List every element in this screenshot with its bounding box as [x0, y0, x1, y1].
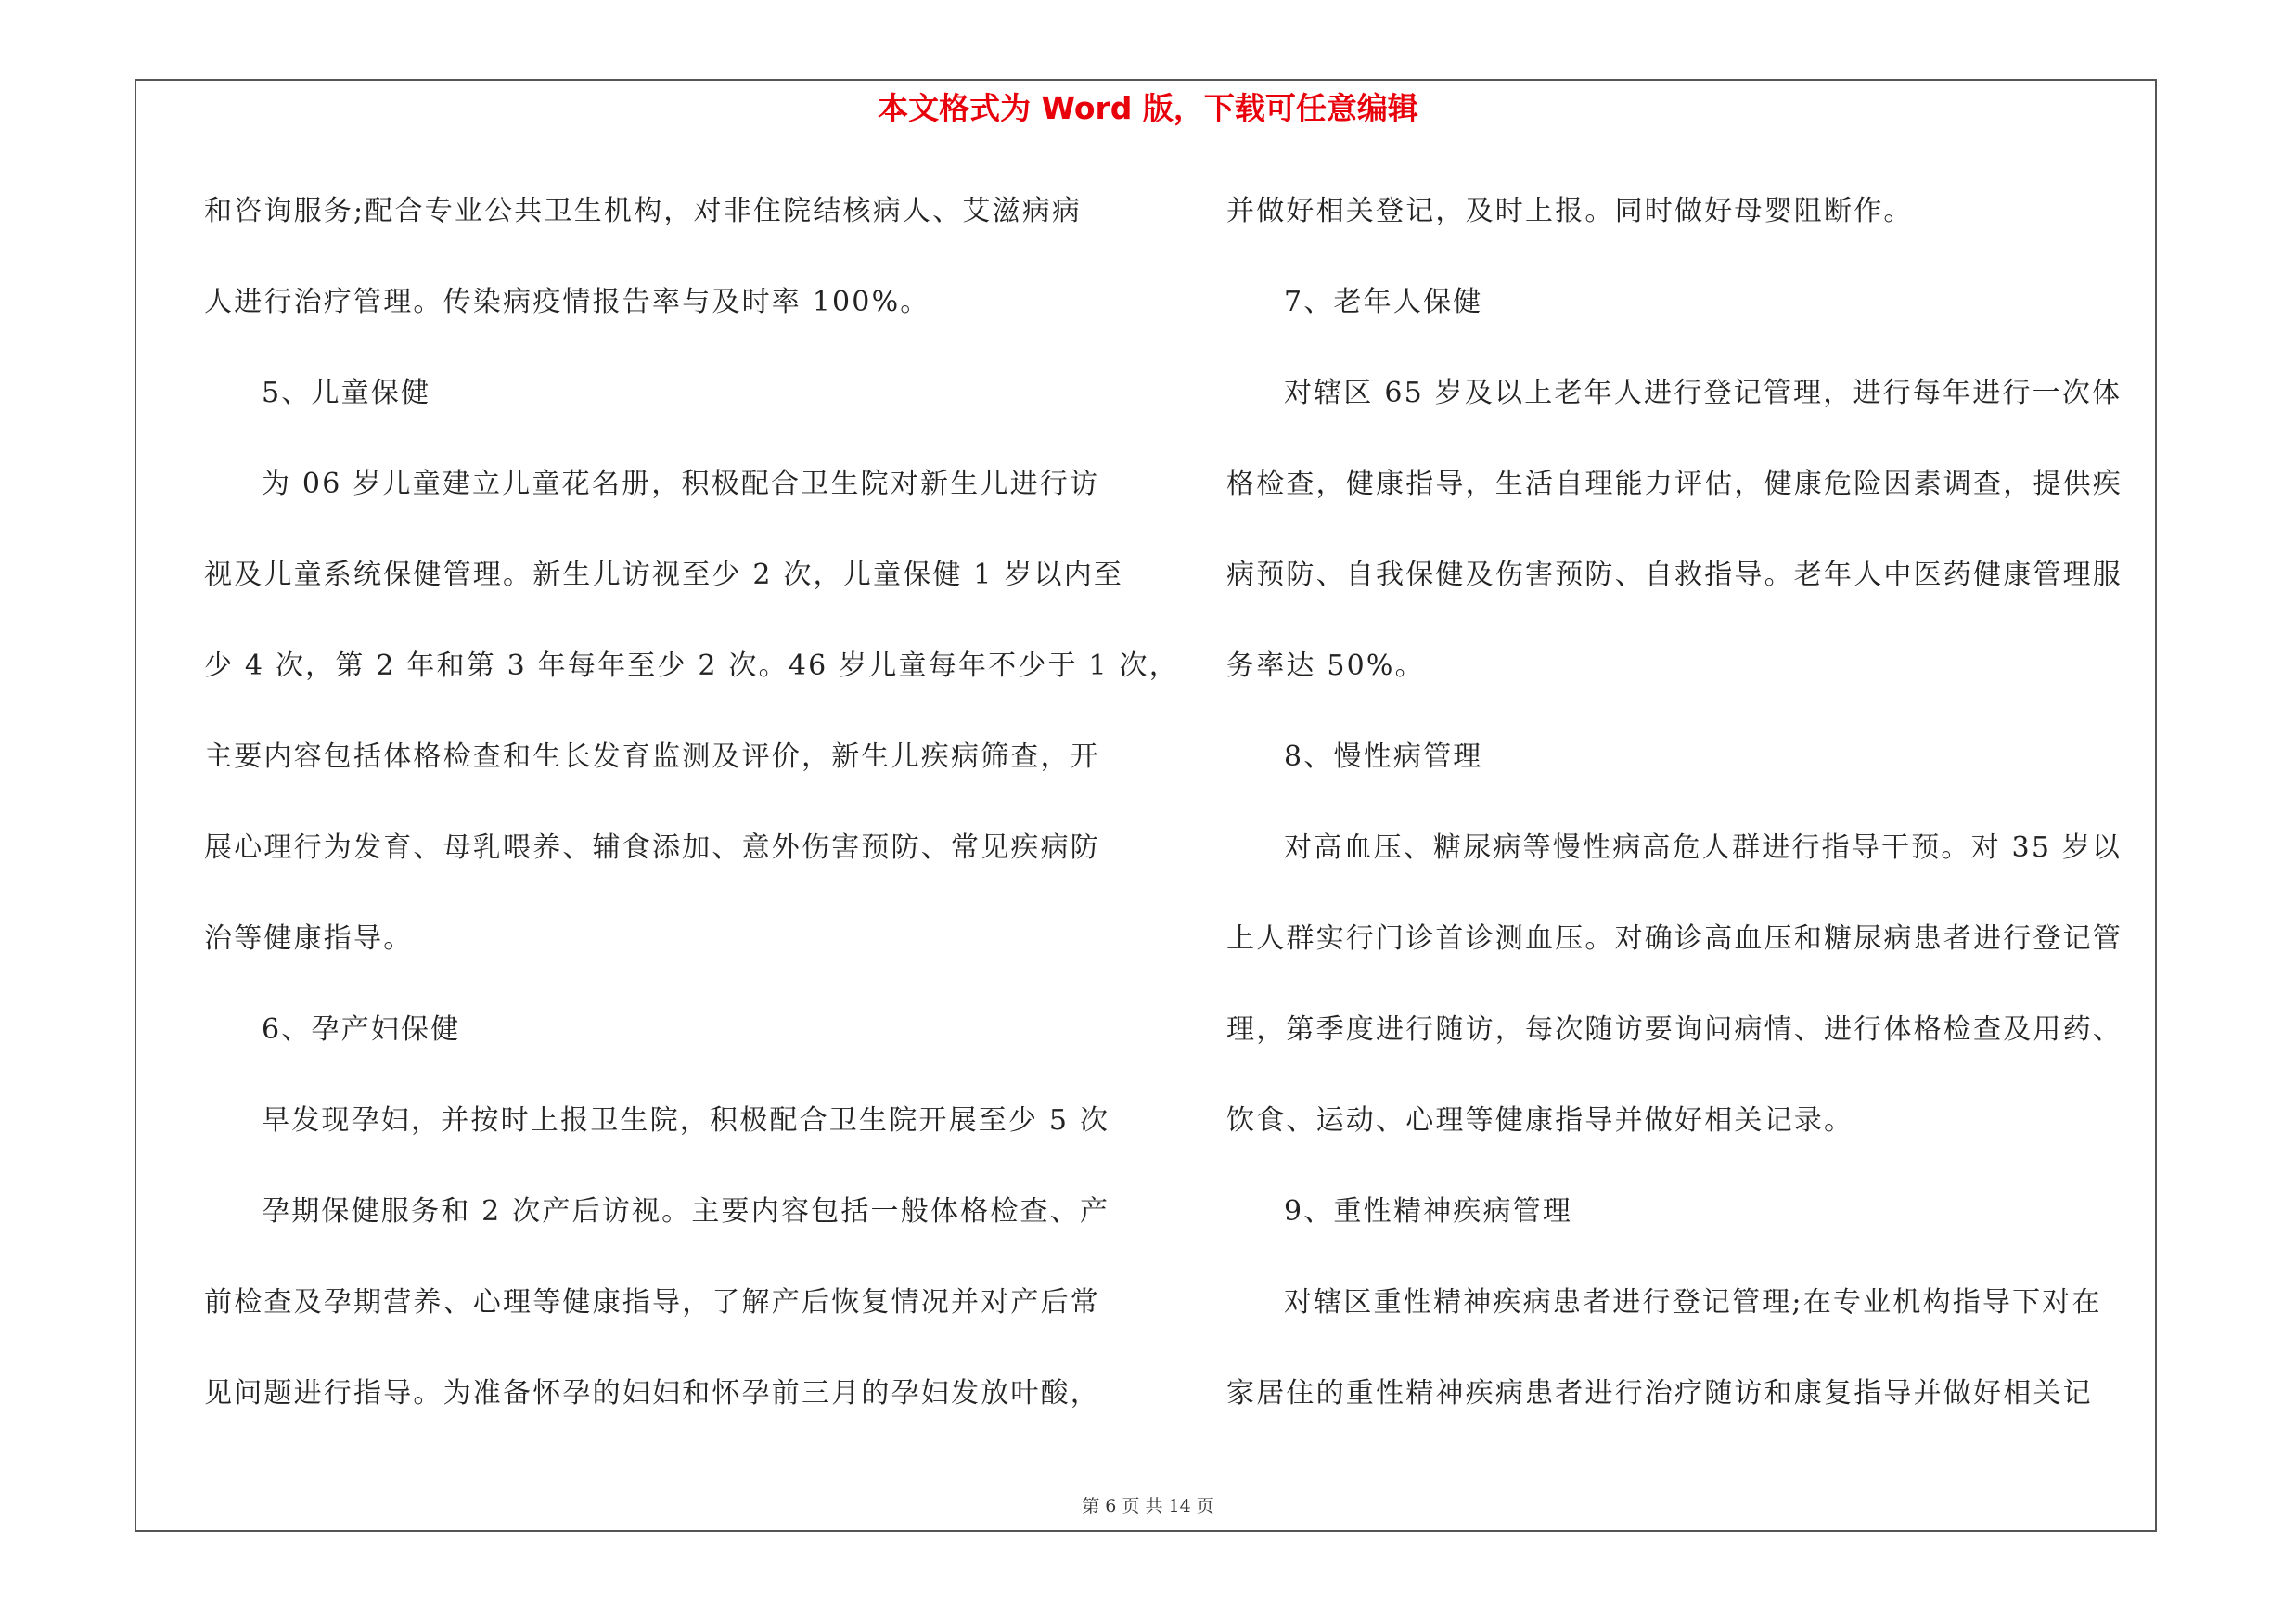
- paragraph-line: 并做好相关登记，及时上报。同时做好母婴阻断作。: [1226, 195, 1914, 227]
- paragraph-line: 主要内容包括体格检查和生长发育监测及评价，新生儿疾病筛查，开: [204, 741, 1100, 773]
- paragraph-line: 人进行治疗管理。传染病疫情报告率与及时率 100%。: [204, 286, 930, 318]
- section-heading: 9、重性精神疾病管理: [1284, 1195, 1573, 1228]
- paragraph-line: 饮食、运动、心理等健康指导并做好相关记录。: [1226, 1104, 1854, 1137]
- paragraph-line: 上人群实行门诊首诊测血压。对确诊高血压和糖尿病患者进行登记管: [1226, 922, 2123, 955]
- paragraph-line: 视及儿童系统保健管理。新生儿访视至少 2 次，儿童保健 1 岁以内至: [204, 559, 1124, 591]
- paragraph-line: 对辖区 65 岁及以上老年人进行登记管理，进行每年进行一次体: [1284, 377, 2123, 409]
- section-heading: 6、孕产妇保健: [262, 1013, 461, 1046]
- paragraph-line: 病预防、自我保健及伤害预防、自救指导。老年人中医药健康管理服: [1226, 559, 2123, 591]
- paragraph-line: 务率达 50%。: [1226, 650, 1425, 682]
- paragraph-line: 为 06 岁儿童建立儿童花名册，积极配合卫生院对新生儿进行访: [262, 468, 1100, 500]
- paragraph-line: 格检查，健康指导，生活自理能力评估，健康危险因素调查，提供疾: [1226, 468, 2123, 500]
- section-heading: 5、儿童保健: [262, 377, 431, 409]
- document-banner-title: 本文格式为 Word 版，下载可任意编辑: [878, 90, 1418, 126]
- paragraph-line: 对高血压、糖尿病等慢性病高危人群进行指导干预。对 35 岁以: [1284, 831, 2123, 864]
- paragraph-line: 孕期保健服务和 2 次产后访视。主要内容包括一般体格检查、产: [262, 1195, 1110, 1228]
- paragraph-line: 和咨询服务;配合专业公共卫生机构，对非住院结核病人、艾滋病病: [204, 195, 1083, 227]
- section-heading: 8、慢性病管理: [1284, 741, 1483, 773]
- right-text-column: [1226, 184, 2163, 1457]
- paragraph-line: 对辖区重性精神疾病患者进行登记管理;在专业机构指导下对在: [1284, 1286, 2102, 1319]
- paragraph-line: 理，第季度进行随访，每次随访要询问病情、进行体格检查及用药、: [1226, 1013, 2123, 1046]
- paragraph-line: 见问题进行指导。为准备怀孕的妇妇和怀孕前三月的孕妇发放叶酸，: [204, 1377, 1100, 1410]
- section-heading: 7、老年人保健: [1284, 286, 1483, 318]
- paragraph-line: 前检查及孕期营养、心理等健康指导，了解产后恢复情况并对产后常: [204, 1286, 1100, 1319]
- paragraph-line: 展心理行为发育、母乳喂养、辅食添加、意外伤害预防、常见疾病防: [204, 831, 1100, 864]
- paragraph-line: 家居住的重性精神疾病患者进行治疗随访和康复指导并做好相关记: [1226, 1377, 2093, 1410]
- paragraph-line: 少 4 次，第 2 年和第 3 年每年至少 2 次。46 岁儿童每年不少于 1 次，: [204, 650, 1179, 682]
- page-number-footer: 第 6 页 共 14 页: [1082, 1496, 1214, 1516]
- left-text-column: [204, 184, 1179, 1457]
- paragraph-line: 治等健康指导。: [204, 922, 414, 955]
- paragraph-line: 早发现孕妇，并按时上报卫生院，积极配合卫生院开展至少 5 次: [262, 1104, 1110, 1137]
